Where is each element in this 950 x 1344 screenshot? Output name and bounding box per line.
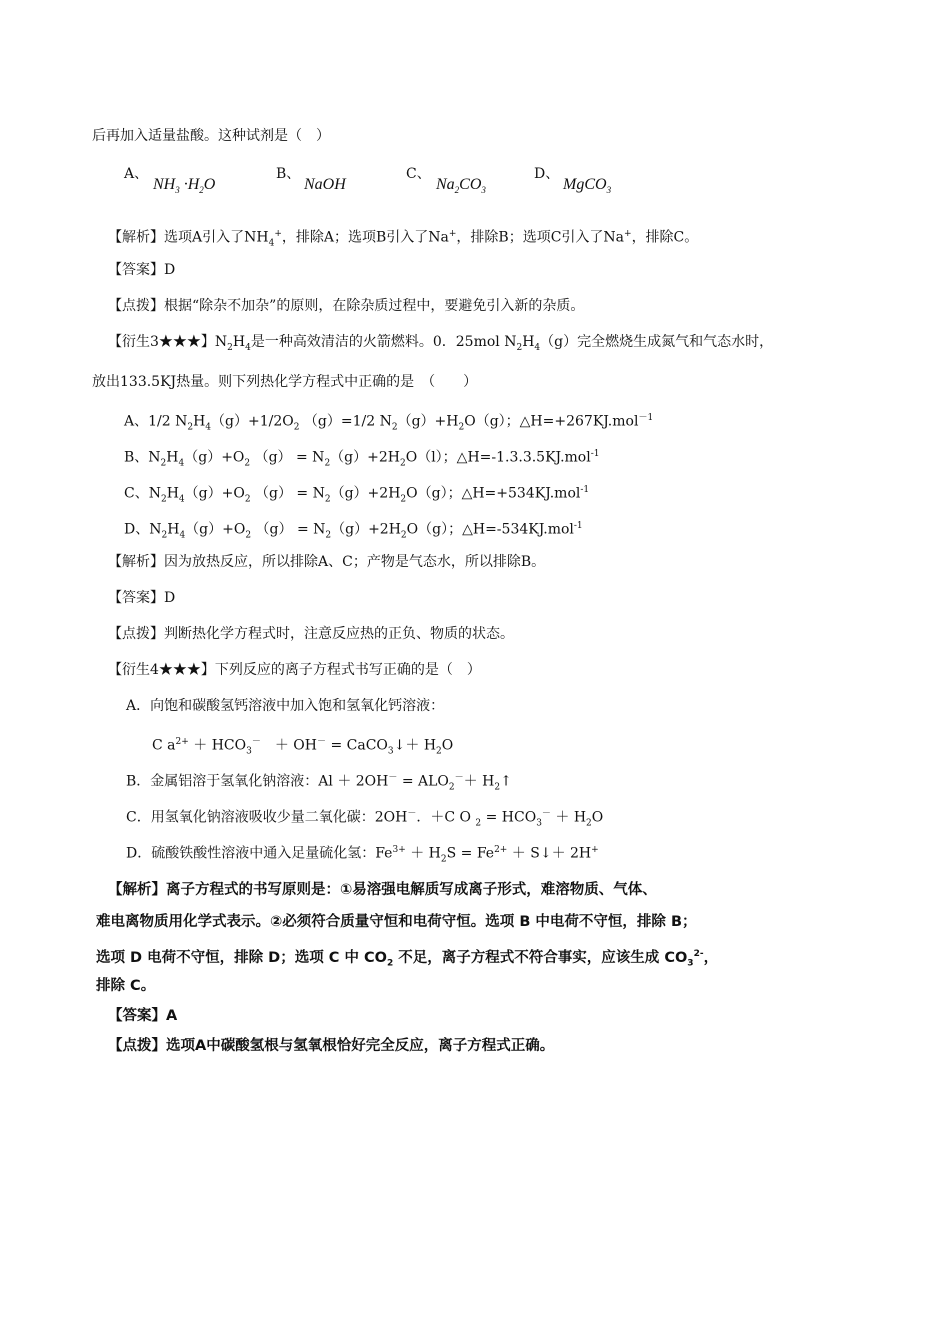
deriv3-stem-line1: 【衍生3★★★】$N_2H_4$是一种高效清洁的火箭燃料。0．25mol $N_2H_4(g)$完全燃烧生成氮气和气态水时， <box>108 334 774 353</box>
deriv3-analysis: 【解析】因为放热反应，所以排除A、C；产物是气态水，所以排除B。 <box>108 554 546 570</box>
option-c-letter: C、 <box>406 166 431 182</box>
option-d-letter: D、 <box>534 166 560 182</box>
deriv4-answer: 【答案】A <box>108 1008 178 1024</box>
deriv3-option-a: A、1/2 $N_2H_4(g)+1/2O_2$ （g）=1/2 $N_2(g)+H_2O(g)$；△H=+267KJ.mol$^{-1}$ <box>124 413 654 433</box>
deriv4-option-c: C．用氢氧化钠溶液吸收少量二氧化碳：2OH－．＋C O $_2 = HCO_3^- + H_2O$ <box>126 809 604 829</box>
deriv4-option-d: D．硫酸铁酸性溶液中通入足量硫化氢：$Fe^{3+} + H_2S = Fe^{2+}$ ＋ S↓＋ 2H+ <box>126 845 599 865</box>
deriv4-option-a: A．向饱和碳酸氢钙溶液中加入饱和氢氧化钙溶液： <box>126 698 445 714</box>
option-a-letter: A、 <box>124 166 149 182</box>
deriv3-answer: 【答案】D <box>108 590 176 606</box>
tip-text: 【点拨】根据“除杂不加杂”的原则，在除杂质过程中，要避免引入新的杂质。 <box>108 298 585 314</box>
deriv4-option-a-equation: C $a^{2+} + HCO_3^-$ ＋ OH－ = CaCO$_3$↓＋ $H_2O$ <box>152 737 454 757</box>
option-c-formula: $Na_2CO_3$ <box>436 176 486 196</box>
deriv4-analysis-line4: 排除 C。 <box>96 978 156 994</box>
deriv4-stem: 【衍生4★★★】下列反应的离子方程式书写正确的是（ ） <box>108 662 481 678</box>
deriv4-analysis-line1: 【解析】离子方程式的书写原则是：①易溶强电解质写成离子形式，难溶物质、气体、 <box>108 882 657 898</box>
analysis-text: 【解析】选项A引入了$NH_4^+$，排除A；选项B引入了Na+，排除B；选项C引入了Na+，排除C。 <box>108 229 699 249</box>
deriv3-stem-line2: 放出133.5KJ热量。则下列热化学方程式中正确的是 （ ） <box>92 374 478 390</box>
option-a-formula: $NH_3 \cdot H_2O$ <box>153 176 216 196</box>
option-b-formula: NaOH <box>304 176 346 193</box>
deriv4-tip: 【点拨】选项A中碳酸氢根与氢氧根恰好完全反应，离子方程式正确。 <box>108 1038 555 1054</box>
deriv3-tip: 【点拨】判断热化学方程式时，注意反应热的正负、物质的状态。 <box>108 626 514 642</box>
question-stem-tail: 后再加入适量盐酸。这种试剂是（ ） <box>92 128 330 144</box>
deriv3-option-b: B、$N_2H_4(g)+O_2$ $(g) = N_2(g)+2H_2O(l)$；△H=-1.3.3.5KJ.mol$^{-1}$ <box>124 449 600 469</box>
deriv4-analysis-line2: 难电离物质用化学式表示。②必须符合质量守恒和电荷守恒。选项 B 中电荷不守恒，排除 B； <box>96 914 697 930</box>
deriv3-option-c: C、$N_2H_4(g)+O_2$ $(g) = N_2(g)+2H_2O(g)$；△H=+534KJ.mol$^{-1}$ <box>124 485 590 505</box>
option-d-formula: MgCO$_3$ <box>563 176 612 196</box>
deriv4-analysis-line3: 选项 D 电荷不守恒，排除 D；选项 C 中 $CO_2$ 不足，离子方程式不符合事实，应该生成 $CO_3^{2-}$， <box>96 949 719 969</box>
answer-text: 【答案】D <box>108 262 176 278</box>
option-b-letter: B、 <box>276 166 301 182</box>
deriv4-option-b: B．金属铝溶于氢氧化钠溶液：$Al + 2OH^- = ALO_2^-+$ $H_2↑$ <box>126 773 512 793</box>
deriv3-option-d: D、$N_2H_4(g)+O_2$ $(g) = N_2(g)+2H_2O(g)$；△H=-534KJ.mol$^{-1}$ <box>124 521 583 541</box>
